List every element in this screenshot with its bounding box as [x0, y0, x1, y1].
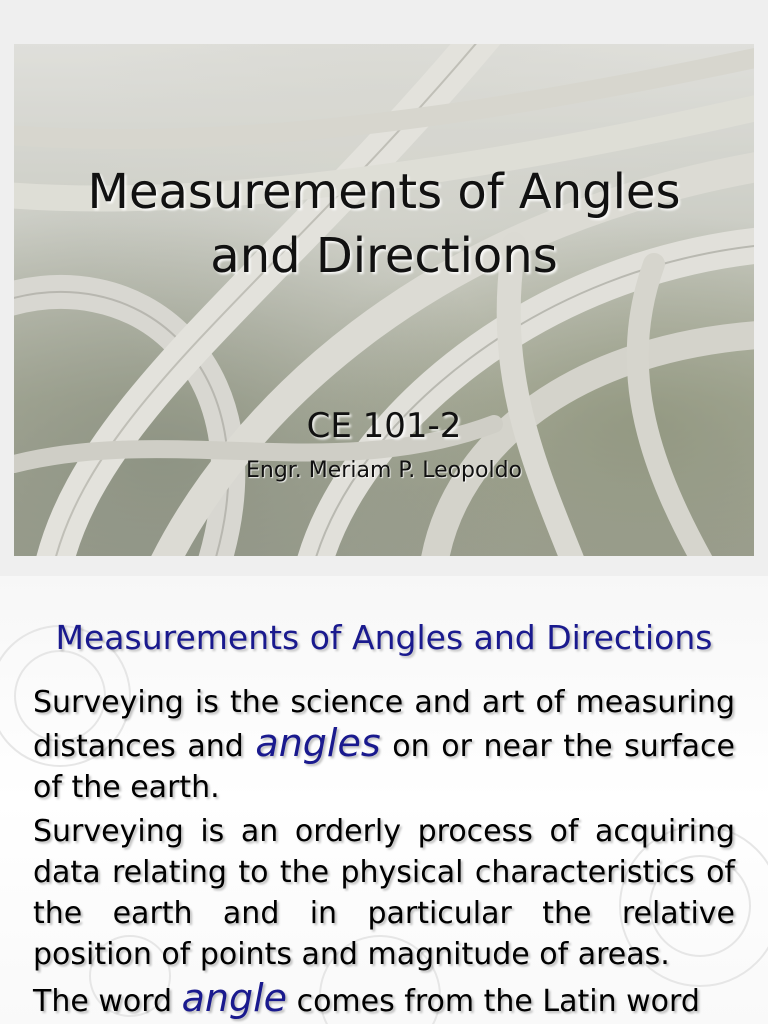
title-slide	[14, 44, 754, 556]
slide-heading: Measurements of Angles and Directions	[55, 618, 713, 657]
paragraph-3-text-start: The word	[33, 984, 182, 1019]
title-line-1: Measurements of Angles	[87, 164, 681, 220]
paragraph-2: Surveying is an orderly process of acquiring data relating to the physical characteristics of the earth and in particular the relative position of points and magnitude of areas.	[33, 814, 735, 972]
content-slide	[0, 576, 768, 1024]
title-line-2: and Directions	[210, 228, 558, 284]
slide-title	[14, 160, 754, 288]
author-name: Engr. Meriam P. Leopoldo	[245, 458, 523, 483]
keyword-angles: angles	[255, 721, 381, 765]
course-code: CE 101-2	[306, 406, 462, 446]
keyword-angle: angle	[181, 976, 288, 1020]
paragraph-3-text-end: comes from the Latin word	[287, 984, 700, 1019]
paragraph-1	[33, 682, 735, 808]
paragraph-3	[33, 978, 735, 1022]
paragraph-1-text-end: on or near the surface of the earth.	[33, 729, 735, 805]
paragraph-1-text-start: Surveying is the science and art of measuring distances and	[33, 685, 735, 764]
slide-body	[33, 682, 735, 1024]
